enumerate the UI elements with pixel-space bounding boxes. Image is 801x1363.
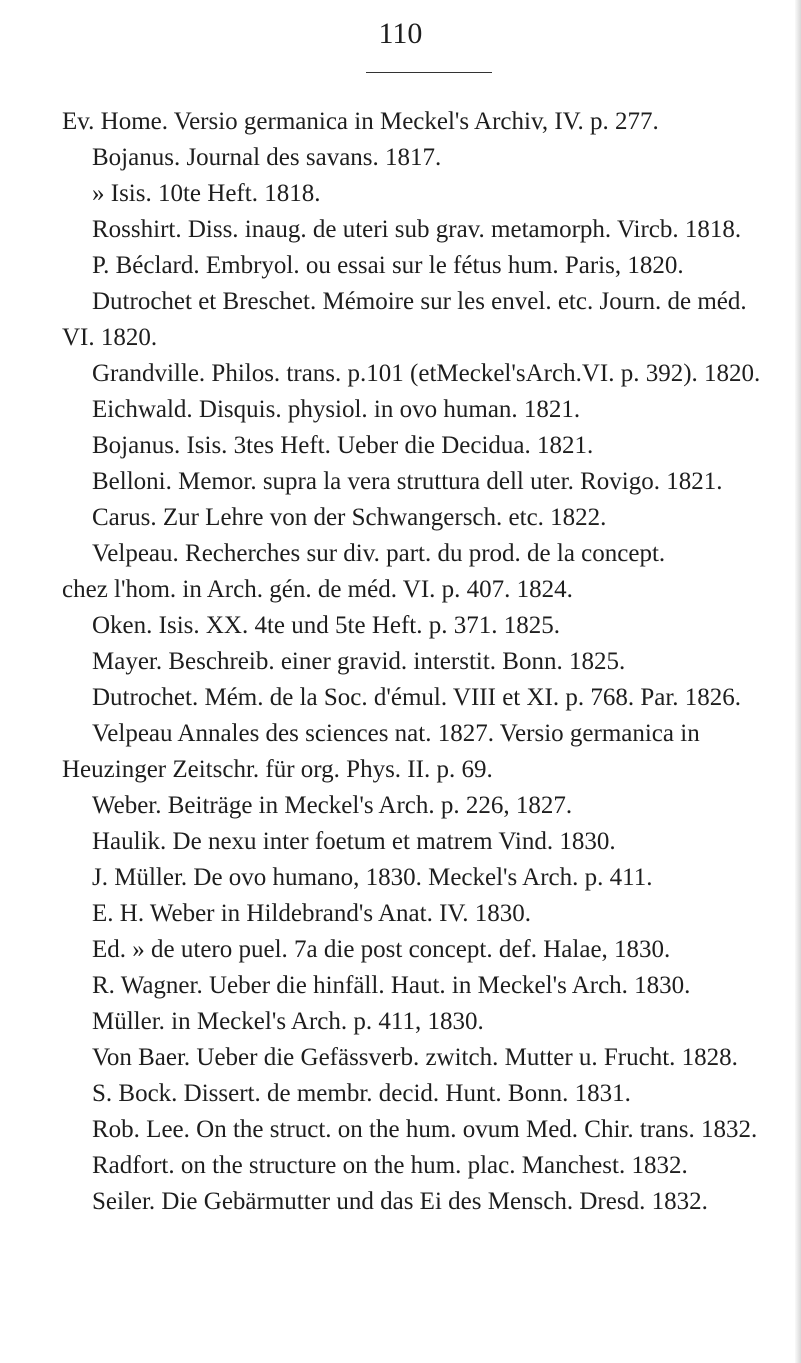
bibliography-line: Velpeau Annales des sciences nat. 1827. Versio germanica in [92, 720, 700, 747]
bibliography-line: Müller. in Meckel's Arch. p. 411, 1830. [92, 1008, 484, 1035]
bibliography-line: VI. 1820. [62, 324, 158, 351]
bibliography-line: Rob. Lee. On the struct. on the hum. ovum Med. Chir. trans. 1832. [92, 1116, 758, 1143]
bibliography-line: J. Müller. De ovo humano, 1830. Meckel's Arch. p. 411. [92, 864, 653, 891]
bibliography-line: Rosshirt. Diss. inaug. de uteri sub grav. metamorph. Vircb. 1818. [92, 216, 742, 243]
bibliography-line: Bojanus. Isis. 3tes Heft. Ueber die Decidua. 1821. [92, 432, 594, 459]
bibliography-line: Dutrochet. Mém. de la Soc. d'émul. VIII et XI. p. 768. Par. 1826. [92, 684, 742, 711]
bibliography-line: Ed. » de utero puel. 7a die post concept. def. Halae, 1830. [92, 936, 671, 963]
bibliography-line: Carus. Zur Lehre von der Schwangersch. etc. 1822. [92, 504, 607, 531]
page-edge-shadow [795, 0, 801, 1363]
bibliography-line: Haulik. De nexu inter foetum et matrem Vind. 1830. [92, 828, 616, 855]
bibliography-line: chez l'hom. in Arch. gén. de méd. VI. p. 407. 1824. [62, 576, 573, 603]
bibliography-line: Dutrochet et Breschet. Mémoire sur les envel. etc. Journ. de méd. [92, 288, 747, 315]
bibliography-line: E. H. Weber in Hildebrand's Anat. IV. 1830. [92, 900, 532, 927]
bibliography-line: P. Béclard. Embryol. ou essai sur le fétus hum. Paris, 1820. [92, 252, 684, 279]
bibliography-line: Grandville. Philos. trans. p.101 (etMeckel'sArch.VI. p. 392). 1820. [92, 360, 761, 387]
bibliography-list [62, 104, 777, 1220]
bibliography-line: S. Bock. Dissert. de membr. decid. Hunt. Bonn. 1831. [92, 1080, 631, 1107]
page-number: 110 [378, 17, 423, 50]
bibliography-line: » Isis. 10te Heft. 1818. [92, 180, 321, 207]
bibliography-line: Mayer. Beschreib. einer gravid. interstit. Bonn. 1825. [92, 648, 626, 675]
bibliography-line: Belloni. Memor. supra la vera struttura dell uter. Rovigo. 1821. [92, 468, 723, 495]
bibliography-line: Radfort. on the structure on the hum. plac. Manchest. 1832. [92, 1152, 688, 1179]
bibliography-line: Weber. Beiträge in Meckel's Arch. p. 226, 1827. [92, 792, 573, 819]
bibliography-line: Eichwald. Disquis. physiol. in ovo human. 1821. [92, 396, 581, 423]
bibliography-line: Oken. Isis. XX. 4te und 5te Heft. p. 371. 1825. [92, 612, 560, 639]
bibliography-line: Velpeau. Recherches sur div. part. du prod. de la concept. [92, 540, 666, 567]
bibliography-line: Bojanus. Journal des savans. 1817. [92, 144, 442, 171]
bibliography-line: R. Wagner. Ueber die hinfäll. Haut. in Meckel's Arch. 1830. [92, 972, 691, 999]
bibliography-line: Ev. Home. Versio germanica in Meckel's Archiv, IV. p. 277. [62, 108, 659, 135]
header-rule [366, 72, 492, 73]
bibliography-line: Von Baer. Ueber die Gefässverb. zwitch. Mutter u. Frucht. 1828. [92, 1044, 738, 1071]
bibliography-line: Heuzinger Zeitschr. für org. Phys. II. p. 69. [62, 756, 493, 783]
bibliography-line: Seiler. Die Gebärmutter und das Ei des Mensch. Dresd. 1832. [92, 1188, 708, 1215]
